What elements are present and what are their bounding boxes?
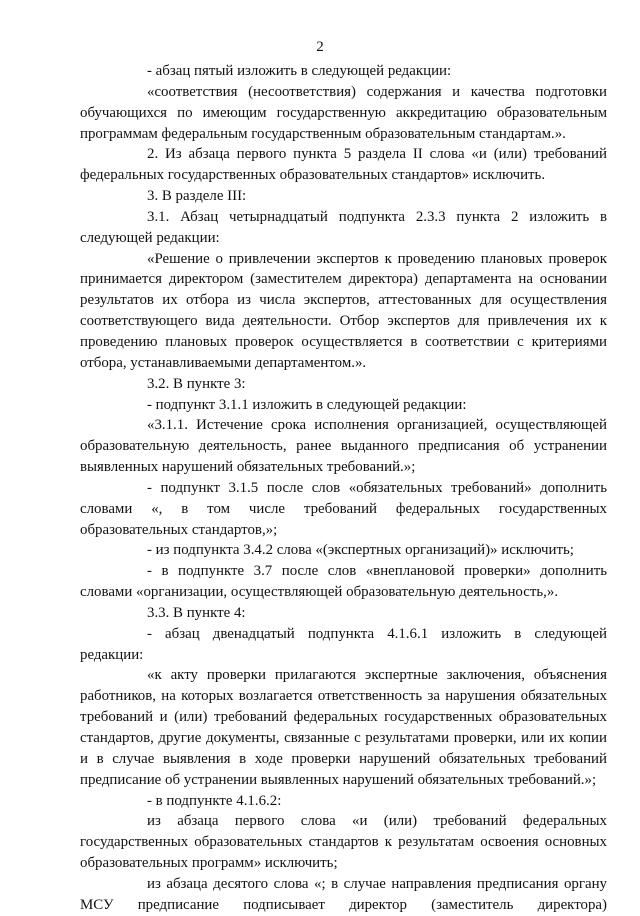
paragraph: - абзац двенадцатый подпункта 4.1.6.1 изложить в следующей редакции: (80, 625, 607, 663)
paragraph: «Решение о привлечении экспертов к проведению плановых проверок принимается директором (заместителем директора) департамента на основании результатов их отбора из числа экспертов, аттестованных для осуществления соответствующего вида деятельности. Отбор экспертов для привлечения их к проведению плановых проверок осуществляется в соответствии с критериями отбора, устанавливаемыми департаментом.». (80, 250, 607, 371)
paragraph: «к акту проверки прилагаются экспертные заключения, объяснения работников, на которых возлагается ответственность за нарушения обязательных требований и (или) требований федеральных государственных образовательных стандартов, другие документы, связанные с результатами проверки, или их копии и в случае выявления в ходе проверки нарушений обязательных требований предписание об устранении выявленных нарушений обязательных требований.»; (80, 667, 607, 788)
paragraph: «соответствия (несоответствия) содержания и качества подготовки обучающихся по имеющим государственную аккредитацию образовательным программам федеральным государственным образовательным стандартам.». (80, 83, 607, 142)
paragraph: - в подпункте 3.7 после слов «внеплановой проверки» дополнить словами «организации, осуществляющей образовательную деятельность,». (80, 563, 607, 601)
paragraph: из абзаца первого слова «и (или) требований федеральных государственных образовательных стандартов к результатам освоения основных образовательных программ» исключить; (80, 813, 607, 872)
paragraph: «3.1.1. Истечение срока исполнения организацией, осуществляющей образовательную деятельность, ранее выданного предписания об устранении выявленных нарушений обязательных требований.»; (80, 417, 607, 476)
document-body (80, 61, 607, 916)
paragraph: 3.1. Абзац четырнадцатый подпункта 2.3.3 пункта 2 изложить в следующей редакции: (80, 208, 607, 246)
paragraph: 2. Из абзаца первого пункта 5 раздела II слова «и (или) требований федеральных государственных образовательных стандартов» исключить. (80, 146, 607, 184)
paragraph: - из подпункта 3.4.2 слова «(экспертных организаций)» исключить; (147, 542, 574, 559)
paragraph: 3.2. В пункте 3: (147, 375, 246, 392)
paragraph: 3. В разделе III: (147, 188, 247, 205)
paragraph: - в подпункте 4.1.6.2: (147, 792, 282, 809)
paragraph: 3.3. В пункте 4: (147, 604, 246, 621)
page-number: 2 (316, 39, 324, 55)
paragraph: - подпункт 3.1.5 после слов «обязательных требований» дополнить словами «, в том числе требований федеральных государственных образовательных стандартов,»; (80, 479, 607, 538)
paragraph: из абзаца десятого слова «; в случае направления предписания органу МСУ предписание подписывает директор (заместитель директора) (80, 875, 607, 913)
paragraph: - абзац пятый изложить в следующей редакции: (147, 63, 452, 79)
paragraph: - подпункт 3.1.1 изложить в следующей редакции: (147, 396, 467, 413)
